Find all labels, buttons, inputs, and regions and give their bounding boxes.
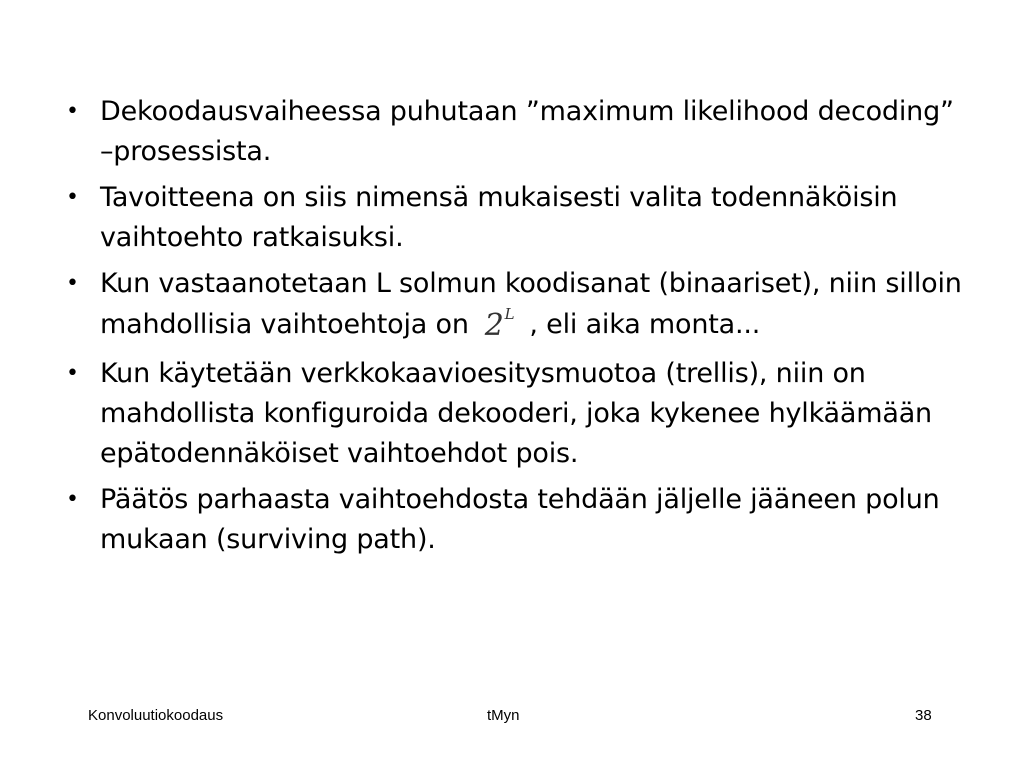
math-base: 2 bbox=[484, 308, 504, 343]
bullet-icon: • bbox=[66, 185, 79, 210]
bullet-item bbox=[60, 480, 970, 560]
bullet-icon: • bbox=[66, 271, 79, 296]
bullet-item bbox=[60, 178, 970, 258]
math-expression bbox=[485, 306, 514, 350]
slide-number: 38 bbox=[915, 707, 932, 724]
bullet-text-continued: , eli aika monta... bbox=[529, 309, 761, 340]
math-exponent: L bbox=[504, 305, 515, 323]
bullet-item bbox=[60, 264, 970, 348]
bullet-icon: • bbox=[66, 99, 79, 124]
bullet-text: Dekoodausvaiheessa puhutaan ”maximum likelihood decoding” –prosessista. bbox=[100, 96, 954, 167]
bullet-text: Päätös parhaasta vaihtoehdosta tehdään jäljelle jääneen polun mukaan (surviving path). bbox=[100, 484, 940, 555]
bullet-list bbox=[60, 92, 970, 566]
footer-title: Konvoluutiokoodaus bbox=[88, 707, 224, 724]
bullet-item bbox=[60, 92, 970, 172]
bullet-item bbox=[60, 354, 970, 474]
bullet-icon: • bbox=[66, 487, 79, 512]
bullet-text: Kun vastaanotetaan L solmun koodisanat (binaariset), niin silloin mahdollisia vaihtoehtoja on bbox=[100, 268, 962, 340]
bullet-text: Kun käytetään verkkokaavioesitysmuotoa (trellis), niin on mahdollista konfiguroida dekooderi, joka kykenee hylkäämään epätodennäköiset vaihtoehdot pois. bbox=[100, 358, 932, 469]
bullet-text: Tavoitteena on siis nimensä mukaisesti valita todennäköisin vaihtoehto ratkaisuksi. bbox=[100, 182, 898, 253]
bullet-icon: • bbox=[66, 361, 79, 386]
footer-author: tMyn bbox=[487, 707, 520, 724]
